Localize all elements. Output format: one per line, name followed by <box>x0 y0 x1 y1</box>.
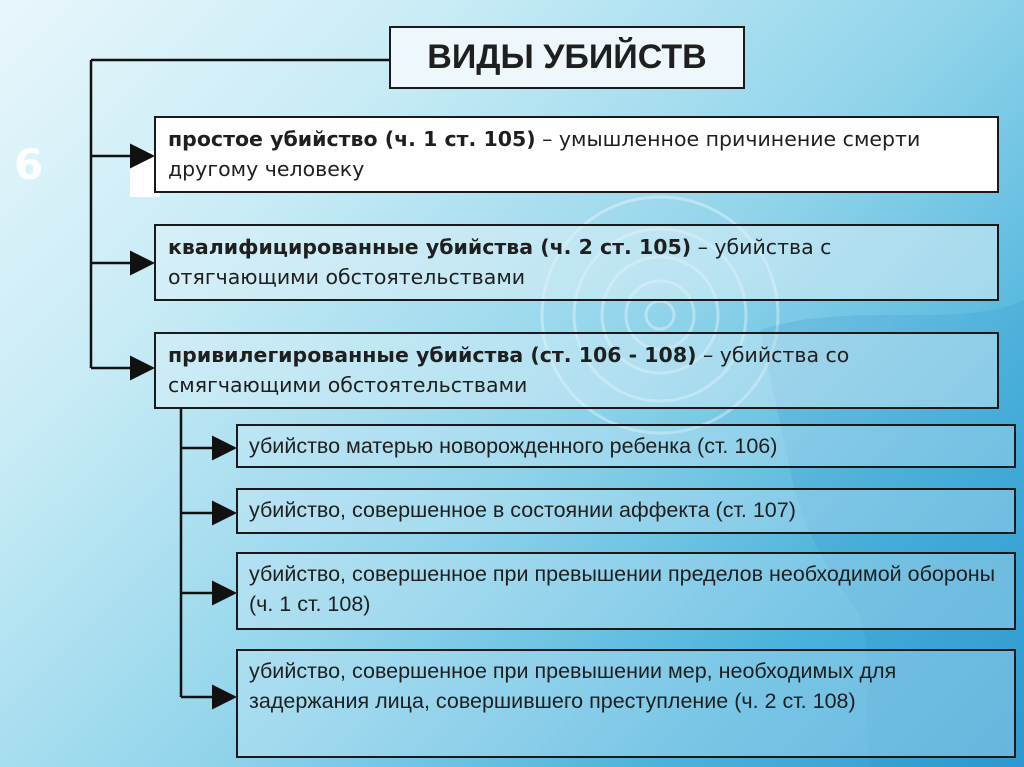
qualified-murder-box <box>154 224 999 301</box>
privileged-murder-box <box>154 332 999 409</box>
privileged-murder-definition: – убийства со смягчающими обстоятельствами <box>168 343 850 397</box>
subtype-excess-defense: убийство, совершенное при превышении пределов необходимой обороны (ч. 1 ст. 108) <box>236 552 1016 630</box>
qualified-murder-term: квалифицированные убийства (ч. 2 ст. 105) <box>168 235 692 259</box>
privileged-murder-term: привилегированные убийства (ст. 106 - 108) <box>168 343 697 367</box>
slide-number: 6 <box>14 140 44 189</box>
diagram-title: ВИДЫ УБИЙСТВ <box>389 26 745 89</box>
subtype-infanticide: убийство матерью новорожденного ребенка (ст. 106) <box>236 424 1016 468</box>
simple-murder-term: простое убийство (ч. 1 ст. 105) <box>168 127 536 151</box>
subtype-excess-detention: убийство, совершенное при превышении мер, необходимых для задержания лица, совершившего преступление (ч. 2 ст. 108) <box>236 649 1016 758</box>
simple-murder-definition: – умышленное причинение смерти другому человеку <box>168 127 921 181</box>
qualified-murder-definition: – убийства с отягчающими обстоятельствами <box>168 235 832 289</box>
simple-murder-box <box>154 116 999 193</box>
subtype-affect: убийство, совершенное в состоянии аффекта (ст. 107) <box>236 488 1016 534</box>
